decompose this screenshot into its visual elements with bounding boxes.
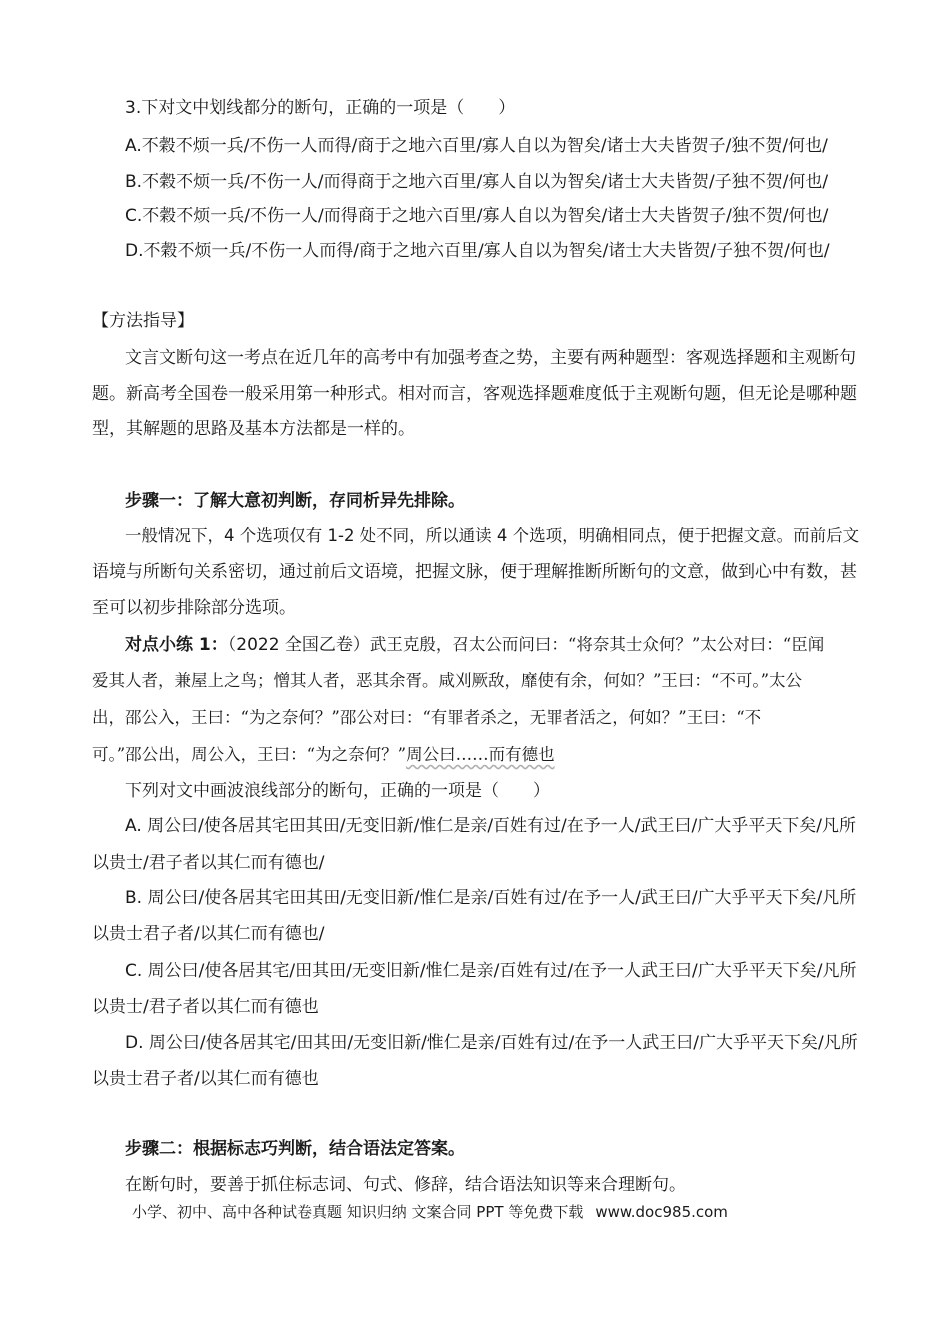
footer-text: 小学、初中、高中各种试卷真题 知识归纳 文案合同 PPT 等免费下载: [132, 1203, 584, 1221]
practice-source: （2022 全国乙卷）: [227, 635, 370, 655]
passage-line-1: 武王克殷，召太公而问曰：“将奈其士众何？”太公对曰：“臣闻: [369, 635, 825, 654]
practice-first-line: [125, 630, 824, 655]
practice-label: 对点小练 1：: [125, 635, 228, 655]
question3-option-c: C.不穀不烦一兵/不伤一人/而得商于之地六百里/寡人自以为智矣/诸士大夫皆贺子/独不贺/何也/: [125, 206, 829, 226]
step1-heading: 步骤一：了解大意初判断，存同析异先排除。: [125, 491, 465, 511]
method-paragraph-line-2: 题。新高考全国卷一般采用第一种形式。相对而言，客观选择题难度低于主观断句题，但无论是哪种题: [92, 384, 857, 404]
passage-wavy-underlined: 周公曰……而有德也: [406, 745, 555, 764]
practice-option-a-line-2: 以贵士/君子者以其仁而有德也/: [92, 853, 325, 873]
practice-option-b-line-2: 以贵士君子者/以其仁而有德也/: [92, 924, 325, 944]
page-footer: [132, 1201, 728, 1222]
practice-option-d-line-2: 以贵士君子者/以其仁而有德也: [92, 1069, 319, 1089]
question3-option-b: B.不穀不烦一兵/不伤一人/而得商于之地六百里/寡人自以为智矣/诸士大夫皆贺/子独不贺/何也/: [125, 172, 829, 192]
practice-option-c-line-1: C. 周公曰/使各居其宅/田其田/无变旧新/惟仁是亲/百姓有过/在予一人武王曰/广大乎平天下矣/凡所: [125, 961, 857, 981]
step1-paragraph-line-1: 一般情况下，4 个选项仅有 1-2 处不同，所以通读 4 个选项，明确相同点，便于把握文意。而前后文: [125, 526, 860, 545]
step2-heading: 步骤二：根据标志巧判断，结合语法定答案。: [125, 1139, 465, 1159]
passage-last-plain: 可。”邵公出，周公入，王曰：“为之奈何？”: [92, 745, 407, 764]
question3-stem: 3.下对文中划线都分的断句，正确的一项是（ ）: [125, 98, 516, 118]
step1-paragraph-line-2: 语境与所断句关系密切，通过前后文语境，把握文脉，便于理解推断所断句的文意，做到心中有数，甚: [92, 562, 857, 582]
footer-url: www.doc985.com: [595, 1203, 728, 1221]
practice-option-c-line-2: 以贵士/君子者以其仁而有德也: [92, 997, 319, 1017]
practice-option-b-line-1: B. 周公曰/使各居其宅田其田/无变旧新/惟仁是亲/百姓有过/在予一人/武王曰/广大乎平天下矣/凡所: [125, 888, 857, 908]
method-paragraph-line-1: 文言文断句这一考点在近几年的高考中有加强考查之势，主要有两种题型：客观选择题和主观断句: [125, 348, 856, 368]
step2-paragraph: 在断句时，要善于抓住标志词、句式、修辞，结合语法知识等来合理断句。: [125, 1175, 686, 1195]
practice-option-d-line-1: D. 周公曰/使各居其宅/田其田/无变旧新/惟仁是亲/百姓有过/在予一人武王曰/广大乎平天下矣/凡所: [125, 1033, 858, 1053]
passage-line-4: [92, 741, 555, 765]
passage-line-3: 出，邵公入，王曰：“为之奈何？”邵公对曰：“有罪者杀之，无罪者活之，何如？”王曰：“不: [92, 708, 762, 727]
step1-paragraph-line-3: 至可以初步排除部分选项。: [92, 598, 296, 618]
method-heading: 【方法指导】: [92, 311, 194, 331]
question3-option-a: A.不穀不烦一兵/不伤一人而得/商于之地六百里/寡人自以为智矣/诸士大夫皆贺子/独不贺/何也/: [125, 136, 828, 156]
method-paragraph-line-3: 型，其解题的思路及基本方法都是一样的。: [92, 419, 415, 439]
passage-line-2: 爱其人者，兼屋上之鸟；憎其人者，恶其余胥。咸刈厥敌，靡使有余，何如？”王曰：“不可。”太公: [92, 671, 803, 690]
practice-question: 下列对文中画波浪线部分的断句，正确的一项是（ ）: [125, 781, 550, 801]
question3-option-d: D.不穀不烦一兵/不伤一人而得/商于之地六百里/寡人自以为智矣/诸士大夫皆贺/子独不贺/何也/: [125, 241, 830, 261]
practice-option-a-line-1: A. 周公曰/使各居其宅田其田/无变旧新/惟仁是亲/百姓有过/在予一人/武王曰/广大乎平天下矣/凡所: [125, 816, 856, 836]
